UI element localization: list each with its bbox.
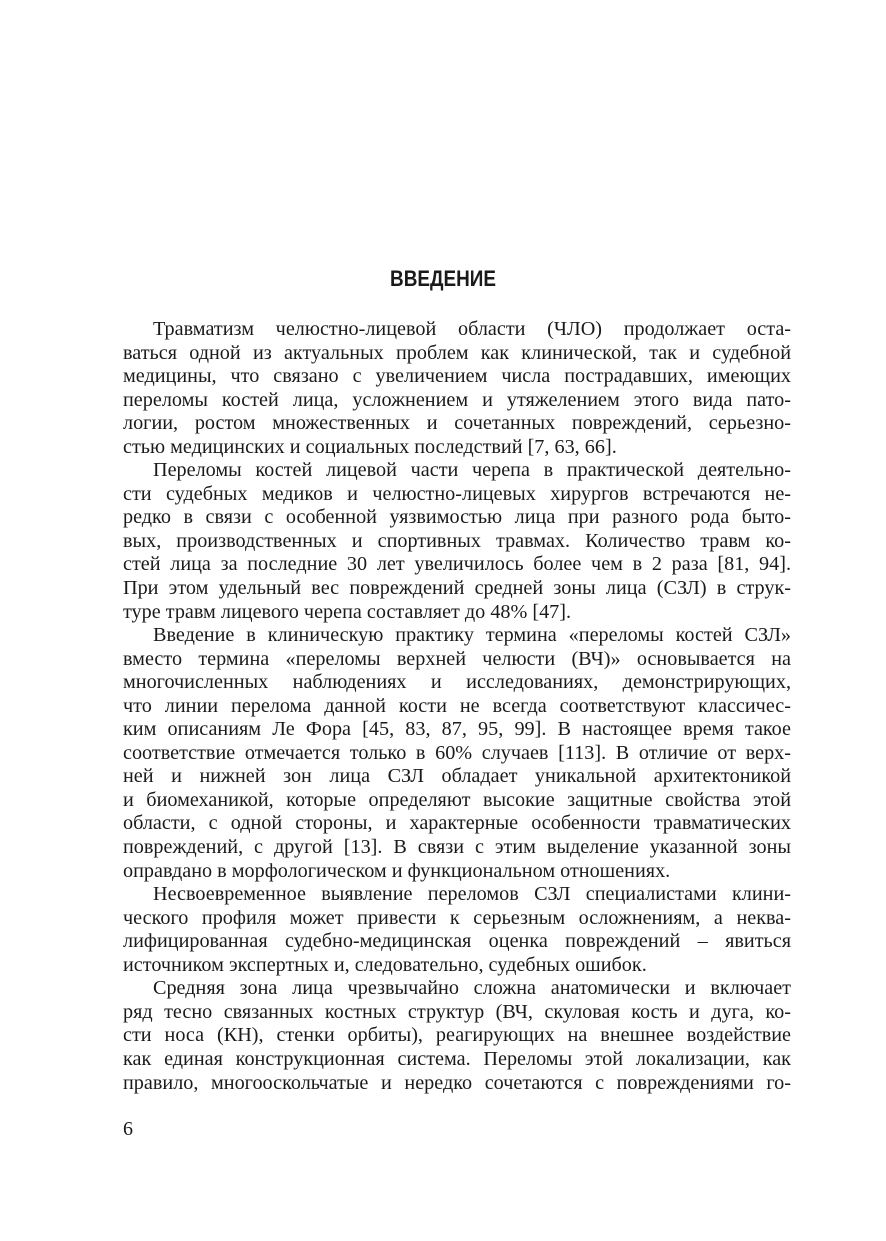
text-line: Несвоевременное выявление переломов СЗЛ специалистами клини- (153, 883, 791, 906)
text-line: многочисленных наблюдениях и исследованиях, демонстрирующих, (123, 671, 791, 694)
text-line: оправдано в морфологическом и функциональном отношениях. (123, 859, 671, 882)
body-text (123, 318, 791, 1095)
text-line: правило, многооскольчатые и нередко сочетаются с повреждениями го- (123, 1071, 791, 1094)
text-line: ваться одной из актуальных проблем как клинической, так и судебной (123, 341, 791, 364)
text-line: стью медицинских и социальных последствий [7, 63, 66]. (123, 435, 617, 458)
text-line: При этом удельный вес повреждений средней зоны лица (СЗЛ) в струк- (123, 577, 791, 600)
text-line: сти судебных медиков и челюстно-лицевых хирургов встречаются не- (123, 482, 791, 505)
chapter-heading: ВВЕДЕНИЕ (390, 266, 496, 291)
page-number: 6 (123, 1118, 133, 1140)
text-line: источником экспертных и, следовательно, судебных ошибок. (123, 953, 647, 976)
text-line: туре травм лицевого черепа составляет до 48% [47]. (123, 600, 572, 623)
text-line: ким описаниям Ле Фора [45, 83, 87, 95, 99]. В настоящее время такое (123, 718, 791, 741)
text-line: редко в связи с особенной уязвимостью лица при разного рода быто- (123, 506, 791, 529)
text-line: Введение в клиническую практику термина «переломы костей СЗЛ» (153, 624, 791, 647)
text-line: сти носа (КН), стенки орбиты), реагирующих на внешнее воздействие (123, 1024, 791, 1047)
text-line: вых, производственных и спортивных травмах. Количество травм ко- (123, 529, 791, 552)
text-line: ческого профиля может привести к серьезным осложнениям, а неква- (123, 906, 791, 929)
text-line: и биомеханикой, которые определяют высокие защитные свойства этой (123, 788, 791, 811)
text-line: как единая конструкционная система. Переломы этой локализации, как (123, 1047, 791, 1070)
text-line: переломы костей лица, усложнением и утяжелением этого вида пато- (123, 388, 791, 411)
text-line: ней и нижней зон лица СЗЛ обладает уникальной архитектоникой (123, 765, 791, 788)
text-line: повреждений, с другой [13]. В связи с этим выделение указанной зоны (123, 836, 791, 859)
text-line: ряд тесно связанных костных структур (ВЧ, скуловая кость и дуга, ко- (123, 1000, 791, 1023)
text-line: что линии перелома данной кости не всегда соответствуют классичес- (123, 694, 791, 717)
text-line: соответствие отмечается только в 60% случаев [113]. В отличие от верх- (123, 741, 791, 764)
text-line: стей лица за последние 30 лет увеличилось более чем в 2 раза [81, 94]. (123, 553, 791, 576)
text-line: лифицированная судебно-медицинская оценка повреждений – явиться (123, 930, 791, 953)
text-line: Переломы костей лицевой части черепа в практической деятельно- (153, 459, 791, 482)
text-line: логии, ростом множественных и сочетанных повреждений, серьезно- (123, 412, 791, 435)
text-line: вместо термина «переломы верхней челюсти (ВЧ)» основывается на (123, 647, 791, 670)
text-line: Травматизм челюстно-лицевой области (ЧЛО) продолжает оста- (153, 318, 791, 340)
text-line: медицины, что связано с увеличением числа пострадавших, имеющих (123, 365, 791, 388)
text-line: области, с одной стороны, и характерные особенности травматических (123, 812, 791, 835)
text-line: Средняя зона лица чрезвычайно сложна анатомически и включает (153, 977, 791, 1000)
